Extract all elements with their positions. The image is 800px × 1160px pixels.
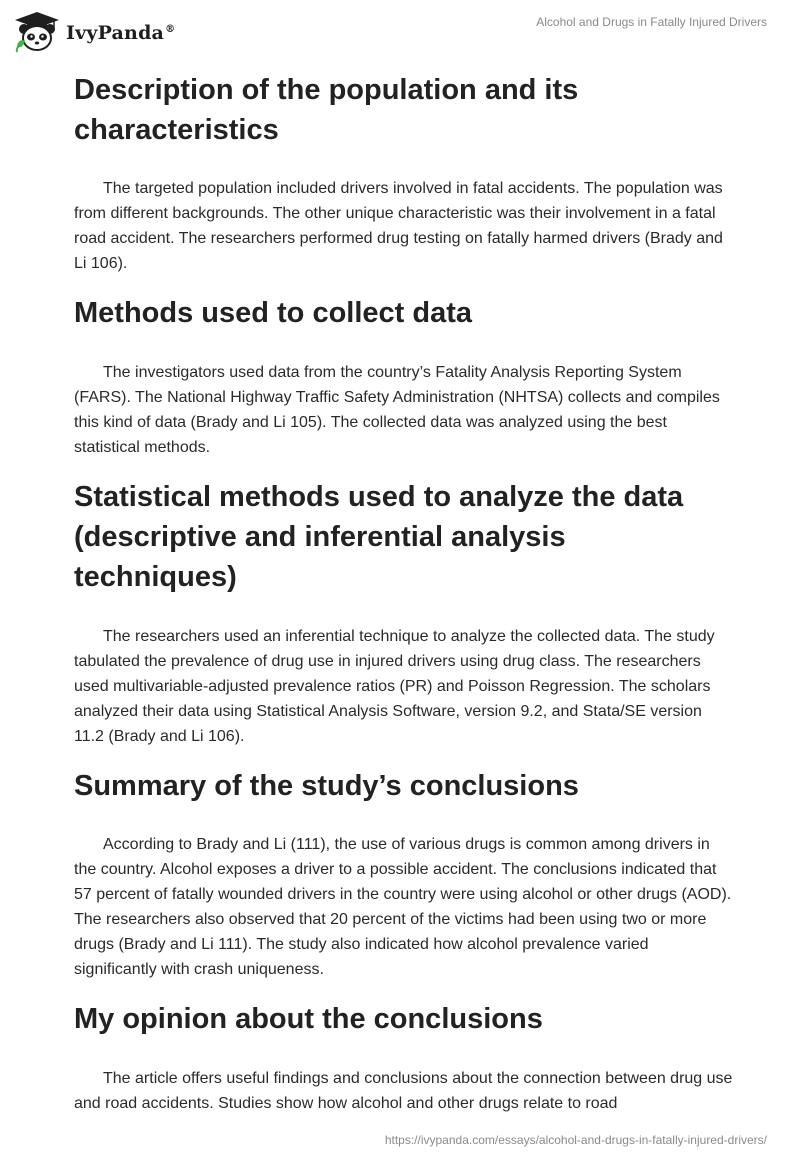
section-heading-population: Description of the population and its characteristics [74, 74, 579, 146]
section-heading-methods: Methods used to collect data [74, 297, 472, 329]
ivypanda-logo[interactable] [14, 10, 175, 54]
section-heading-statistical-methods: Statistical methods used to analyze the data (descriptive and inferential analysis techniques) [74, 481, 684, 593]
registered-mark: ® [165, 23, 176, 35]
panda-graduation-cap-icon [14, 11, 60, 53]
section-heading-conclusions-summary: Summary of the study’s conclusions [74, 770, 579, 802]
section-paragraph-methods: The investigators used data from the country’s Fatality Analysis Reporting System (FARS). The National Highway Traffic Safety Administration (NHTSA) collects and compiles this kind of data (Brady and Li 105). The collected data was analyzed using the best statistical methods. [74, 364, 720, 456]
section-paragraph-statistical-methods: The researchers used an inferential technique to analyze the collected data. The study tabulated the prevalence of drug use in injured drivers using drug class. The researchers used multivariable-adjusted prevalence ratios (PR) and Poisson Regression. The scholars analyzed their data using Statistical Analysis Software, version 9.2, and Stata/SE version 11.2 (Brady and Li 106). [74, 628, 715, 745]
source-url[interactable]: https://ivypanda.com/essays/alcohol-and-drugs-in-fatally-injured-drivers/ [384, 1133, 767, 1147]
brand-name: IvyPanda® [66, 22, 176, 44]
section-paragraph-opinion: The article offers useful findings and conclusions about the connection between drug use and road accidents. Studies show how alcohol and other drugs relate to road [74, 1070, 733, 1112]
page-header [0, 0, 800, 60]
section-paragraph-population: The targeted population included drivers involved in fatal accidents. The population was from different backgrounds. The other unique characteristic was their involvement in a fatal road accident. The researchers performed drug testing on fatally harmed drivers (Brady and Li 106). [74, 180, 723, 272]
section-heading-opinion: My opinion about the conclusions [74, 1003, 543, 1035]
essay-content [74, 70, 734, 1116]
section-paragraph-conclusions-summary: According to Brady and Li (111), the use of various drugs is common among drivers in the country. Alcohol exposes a driver to a possible accident. The conclusions indicated that 57 percent of fatally wounded drivers in the country were using alcohol or other drugs (AOD). The researchers also observed that 20 percent of the victims had been using two or more drugs (Brady and Li 111). The study also indicated how alcohol prevalence varied significantly with crash uniqueness. [74, 836, 732, 978]
document-title: Alcohol and Drugs in Fatally Injured Drivers [536, 15, 767, 29]
